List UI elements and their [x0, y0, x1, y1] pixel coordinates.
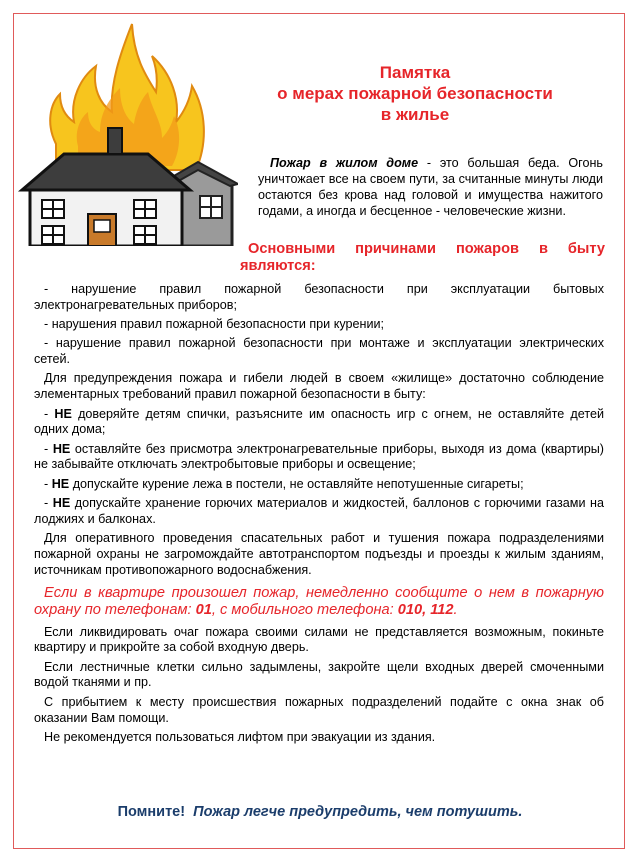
- cause-item: - нарушения правил пожарной безопасности при курении;: [44, 317, 385, 332]
- advice-item: Если лестничные клетки сильно задымлены, закройте щели входных дверей смоченными водой тканями и пр.: [34, 659, 604, 690]
- phone-primary: 01: [195, 601, 212, 618]
- intro-text: - это большая беда. Огонь уничтожает все на своем пути, за считанные минуты люди остаются без крова над головой и имущества нажитого годами, а иногда и бесценное - человеческие жизни.: [258, 156, 603, 218]
- footer-slogan: [40, 804, 600, 820]
- intro-lead: Пожар в жилом доме: [270, 156, 419, 170]
- title-line-3: в жилье: [380, 105, 450, 124]
- footer-motto: Пожар легче предупредить, чем потушить.: [193, 804, 523, 820]
- causes-heading: Основными причинами пожаров в быту являются:: [240, 241, 605, 274]
- burning-house-icon: [16, 14, 238, 246]
- rule-item: - НЕ оставляйте без присмотра электронагревательные приборы, выходя из дома (квартиры) не забывайте отключать электробытовые приборы и освещение;: [34, 441, 604, 472]
- prevention-intro: Для предупреждения пожара и гибели людей в своем «жилище» достаточно соблюдение элементарных требований правил пожарной безопасности в быту:: [34, 371, 604, 402]
- rule-item: - НЕ допускайте курение лежа в постели, не оставляйте непотушенные сигареты;: [44, 476, 524, 491]
- advice-item: Не рекомендуется пользоваться лифтом при эвакуации из здания.: [44, 729, 436, 744]
- phone-mobile: 010, 112: [397, 601, 454, 618]
- footer-remember: Помните!: [117, 804, 186, 820]
- intro-paragraph: [258, 155, 603, 219]
- emergency-alert: Если в квартире произошел пожар, немедленно сообщите о нем в пожарную охрану по телефонам: 01, с мобильного телефона: 010, 112.: [34, 584, 604, 618]
- main-body: [34, 282, 604, 749]
- title-line-2: о мерах пожарной безопасности: [277, 84, 553, 103]
- rule-item: - НЕ доверяйте детям спички, разъясните им опасность игр с огнем, не оставляйте детей одних дома;: [34, 406, 605, 437]
- rescue-note: Для оперативного проведения спасательных работ и тушения пожара подразделениями пожарной охраны не загромождайте автотранспортом подъезды и проезды к жилым зданиям, источникам противопожарного водоснабжения.: [34, 531, 604, 577]
- rule-item: - НЕ допускайте хранение горючих материалов и жидкостей, баллонов с горючими газами на лоджиях и балконах.: [34, 496, 604, 526]
- page-title: [250, 62, 580, 125]
- cause-item: - нарушение правил пожарной безопасности при эксплуатации бытовых электронагревательных приборов;: [34, 282, 604, 312]
- advice-item: С прибытием к месту происшествия пожарных подразделений подайте с окна знак об оказании Вам помощи.: [34, 694, 604, 725]
- advice-item: Если ликвидировать очаг пожара своими силами не представляется возможным, покиньте квартиру и прикройте за собой входную дверь.: [34, 624, 604, 655]
- title-line-1: Памятка: [379, 63, 451, 82]
- cause-item: - нарушение правил пожарной безопасности при монтаже и эксплуатации электрических сетей.: [34, 336, 604, 367]
